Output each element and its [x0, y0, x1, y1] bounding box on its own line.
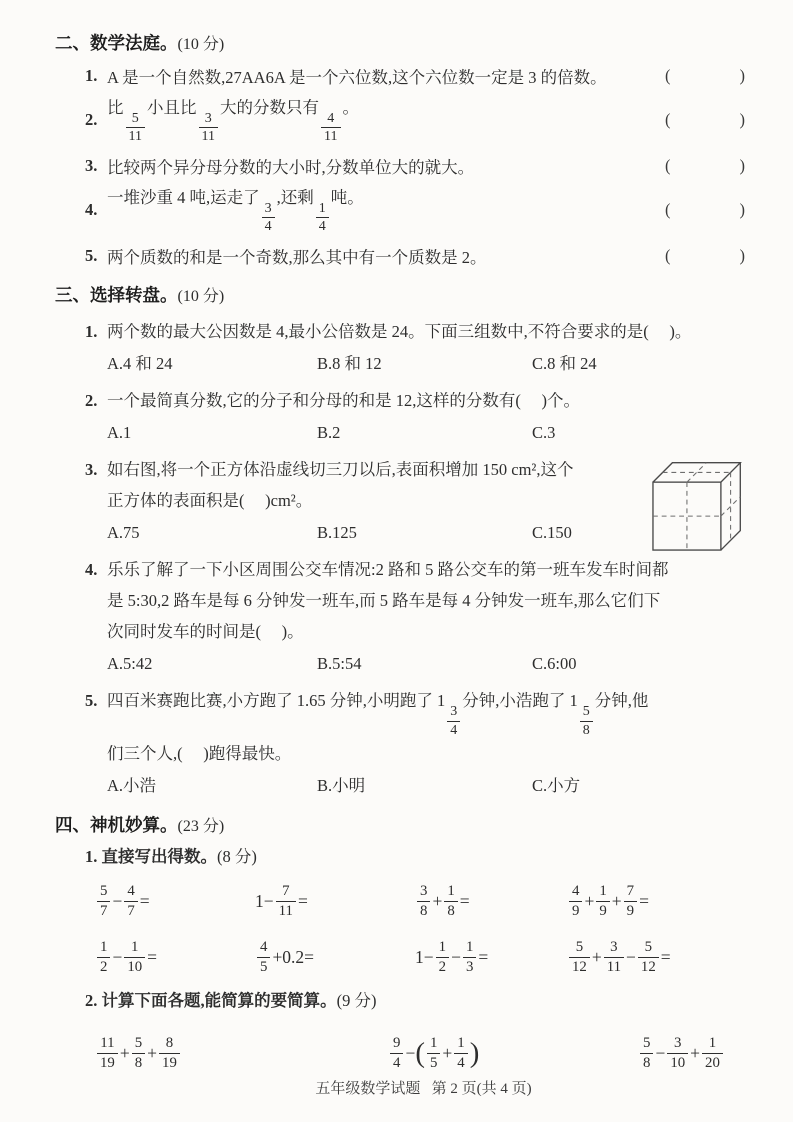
question-text-line-2: 是 5:30,2 路车是每 6 分钟发一班车,而 5 路车是每 4 分钟发一班车,那么它们下 — [107, 591, 661, 611]
question-number: 4. — [85, 199, 98, 219]
simplify-calc-row — [95, 1027, 745, 1079]
answer-blank — [665, 200, 745, 220]
section-3-title: 三、选择转盘。 — [55, 285, 178, 306]
paren-close: ) — [739, 66, 745, 85]
answer-blank — [665, 246, 745, 266]
sub-question-score: (9 分) — [336, 991, 377, 1011]
cube-figure — [645, 454, 757, 552]
question-text: 一堆沙重 4 吨,运走了 $\frac{3}{4}$ ,还剩 $\frac{1}{4}$ 吨。 — [107, 188, 364, 235]
expression: 1− $\frac{1}{2}$ − $\frac{1}{3}$ = — [415, 939, 489, 975]
expression: $\frac{5}{12}$ + $\frac{3}{11}$ − $\frac{5}{12}$ = — [567, 939, 745, 975]
question-number: 5. — [85, 246, 98, 266]
tf-item-4 — [85, 184, 745, 235]
option-a: A.小浩 — [107, 776, 157, 796]
expression: $\frac{9}{4}$ − ( $\frac{1}{5}$ + $\frac{1}{4}$ ) — [388, 1035, 638, 1071]
mc-question-2 — [85, 385, 745, 445]
question-number: 3. — [85, 156, 98, 176]
section-4-score: (23 分) — [177, 818, 225, 836]
mc-question-1 — [85, 316, 745, 376]
section-4-heading — [55, 812, 745, 837]
paren-open: ( — [665, 156, 671, 176]
section-2-title: 二、数学法庭。 — [55, 33, 178, 53]
options-row — [107, 773, 745, 798]
paren-close: ) — [739, 109, 745, 129]
expression: 1− $\frac{7}{11}$ = — [255, 883, 308, 919]
answer-blank — [665, 156, 745, 176]
options-row — [107, 420, 745, 445]
expression: $\frac{1}{2}$ − $\frac{1}{10}$ = — [95, 939, 255, 975]
section-3-heading — [55, 282, 745, 307]
sub-question-number: 1. — [85, 847, 98, 867]
mc-question-3 — [85, 454, 745, 545]
options-row — [107, 351, 745, 376]
option-c: C.3 — [532, 423, 556, 443]
option-b: B.8 和 12 — [317, 354, 382, 374]
paren-open: ( — [665, 199, 671, 219]
mc-question-5 — [85, 685, 745, 798]
page-footer: 五年级数学试题 第 2 页(共 4 页) — [315, 1081, 532, 1097]
question-text-line-2: 正方体的表面积是( )cm²。 — [107, 491, 313, 511]
question-text: 比 $\frac{5}{11}$ 小且比 $\frac{3}{11}$ 大的分数只有 $\frac{4}{11}$ 。 — [107, 98, 359, 145]
expression: $\frac{5}{7}$ − $\frac{4}{7}$ = — [95, 883, 255, 919]
paren-open: ( — [665, 66, 671, 85]
paren-open: ( — [665, 246, 671, 266]
tf-item-5 — [85, 244, 745, 268]
option-a: A.1 — [107, 423, 132, 443]
option-a: A.5:42 — [107, 654, 153, 674]
sub-question-1-heading — [85, 845, 745, 869]
section-2-heading — [55, 30, 745, 55]
paren-close: ) — [739, 156, 745, 176]
section-3-score: (10 分) — [177, 288, 225, 306]
tf-item-3 — [85, 154, 745, 178]
paren-open: ( — [665, 109, 671, 129]
question-text-line-1: 乐乐了解了一下小区周围公交车情况:2 路和 5 路公交车的第一班车发车时间都 — [107, 560, 669, 580]
question-number: 1. — [85, 66, 98, 85]
question-text-line-1: 如右图,将一个正方体沿虚线切三刀以后,表面积增加 150 cm²,这个 — [107, 460, 574, 480]
question-number: 1. — [85, 322, 98, 342]
section-2-score: (10 分) — [177, 36, 225, 53]
answer-blank — [665, 66, 745, 86]
question-number: 4. — [85, 560, 98, 580]
question-text-line-2: 们三个人,( )跑得最快。 — [107, 744, 292, 764]
option-b: B.2 — [317, 423, 341, 443]
expression: $\frac{11}{19}$ + $\frac{5}{8}$ + $\frac{8}{19}$ — [95, 1035, 388, 1071]
direct-calc-row-1 — [95, 877, 745, 925]
option-c: C.150 — [532, 523, 572, 543]
question-text: 两个质数的和是一个奇数,那么其中有一个质数是 2。 — [107, 248, 487, 268]
expression: $\frac{3}{8}$ + $\frac{1}{8}$ = — [415, 883, 567, 919]
expression: $\frac{5}{8}$ − $\frac{3}{10}$ + $\frac{1}{20}$ — [638, 1035, 745, 1071]
sub-question-score: (8 分) — [217, 847, 257, 867]
section-4-title: 四、神机妙算。 — [55, 815, 178, 836]
sub-question-text: 直接写出得数。 — [101, 847, 217, 867]
tf-item-2 — [85, 94, 745, 145]
question-text-line-1: 四百米赛跑比赛,小方跑了 1.65 分钟,小明跑了 1 $\frac{3}{4}$ 分钟,小浩跑了 1 $\frac{5}{8}$ 分钟,他 — [107, 691, 649, 738]
sub-question-2-heading — [85, 989, 745, 1013]
question-text: 比较两个异分母分数的大小时,分数单位大的就大。 — [107, 158, 475, 178]
direct-calc-row-2 — [95, 933, 745, 981]
question-text-line-3: 次同时发车的时间是( )。 — [107, 622, 304, 642]
mc-question-4 — [85, 554, 745, 676]
option-b: B.125 — [317, 523, 357, 543]
paren-close: ) — [739, 246, 745, 266]
question-number: 3. — [85, 460, 98, 480]
question-text: 两个数的最大公因数是 4,最小公倍数是 24。下面三组数中,不符合要求的是( )。 — [107, 322, 692, 342]
option-b: B.5:54 — [317, 654, 362, 674]
expression: $\frac{4}{9}$ + $\frac{1}{9}$ + $\frac{7}{9}$ = — [567, 883, 745, 919]
question-number: 2. — [85, 391, 98, 411]
option-b: B.小明 — [317, 776, 366, 796]
sub-question-number: 2. — [85, 991, 98, 1011]
tf-item-1 — [85, 64, 745, 88]
question-text: 一个最简真分数,它的分子和分母的和是 12,这样的分数有( )个。 — [107, 391, 580, 411]
options-row — [107, 651, 745, 676]
option-c: C.小方 — [532, 776, 581, 796]
question-number: 2. — [85, 109, 98, 129]
option-a: A.4 和 24 — [107, 354, 173, 374]
paren-close: ) — [739, 199, 745, 219]
question-number: 5. — [85, 691, 98, 711]
option-c: C.6:00 — [532, 654, 577, 674]
expression: $\frac{4}{5}$ +0.2= — [255, 939, 415, 975]
question-text: A 是一个自然数,27AA6A 是一个六位数,这个六位数一定是 3 的倍数。 — [107, 68, 607, 87]
sub-question-text: 计算下面各题,能简算的要简算。 — [101, 991, 337, 1011]
answer-blank — [665, 110, 745, 130]
option-c: C.8 和 24 — [532, 354, 597, 374]
option-a: A.75 — [107, 523, 140, 543]
